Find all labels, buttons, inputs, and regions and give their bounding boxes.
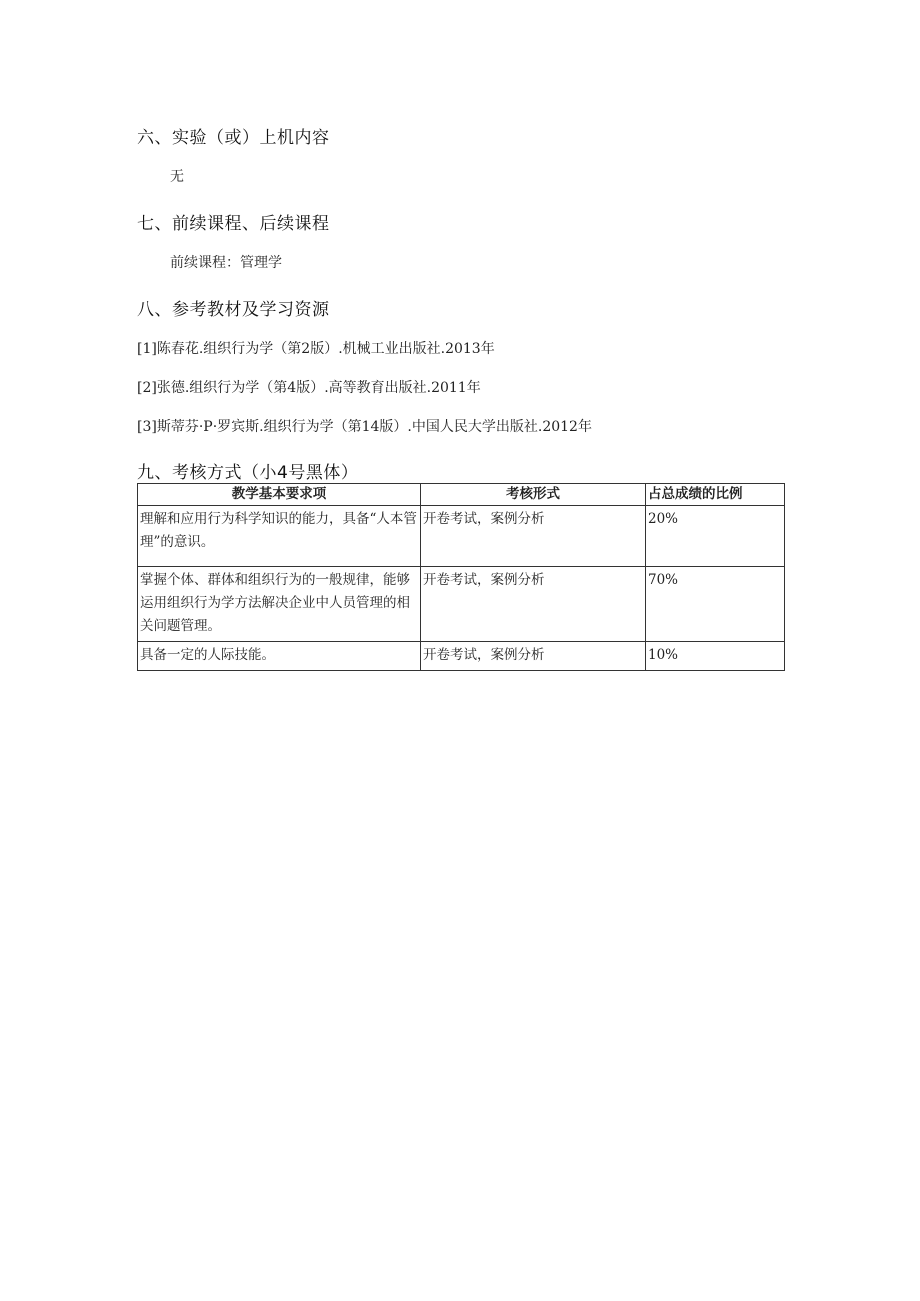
table-row [138,567,785,642]
table-row [138,506,785,567]
section-6-body: 无 [170,169,184,185]
reference-item-3: [3]斯蒂芬·P·罗宾斯.组织行为学（第14版）.中国人民大学出版社.2012年 [137,419,592,435]
header-requirement: 教学基本要求项 [138,484,421,506]
section-9-heading: 九、考核方式（小4号黑体） [137,463,359,483]
cell-form: 开卷考试，案例分析 [421,506,646,567]
assessment-table [137,483,785,671]
cell-ratio: 70% [646,567,785,642]
header-ratio: 占总成绩的比例 [646,484,785,506]
section-7-body: 前续课程：管理学 [170,255,282,271]
header-form: 考核形式 [421,484,646,506]
cell-ratio: 20% [646,506,785,567]
reference-item-2: [2]张德.组织行为学（第4版）.高等教育出版社.2011年 [137,380,481,396]
table-header-row [138,484,785,506]
reference-item-1: [1]陈春花.组织行为学（第2版）.机械工业出版社.2013年 [137,341,495,357]
cell-ratio: 10% [646,642,785,671]
section-6-heading: 六、实验（或）上机内容 [137,128,330,148]
cell-requirement: 掌握个体、群体和组织行为的一般规律，能够运用组织行为学方法解决企业中人员管理的相关问题管理。 [138,567,421,642]
section-7-heading: 七、前续课程、后续课程 [137,214,330,234]
cell-form: 开卷考试，案例分析 [421,567,646,642]
cell-requirement: 理解和应用行为科学知识的能力，具备“人本管理”的意识。 [138,506,421,567]
section-8-heading: 八、参考教材及学习资源 [137,300,330,320]
table-row [138,642,785,671]
cell-form: 开卷考试，案例分析 [421,642,646,671]
cell-requirement: 具备一定的人际技能。 [138,642,421,671]
